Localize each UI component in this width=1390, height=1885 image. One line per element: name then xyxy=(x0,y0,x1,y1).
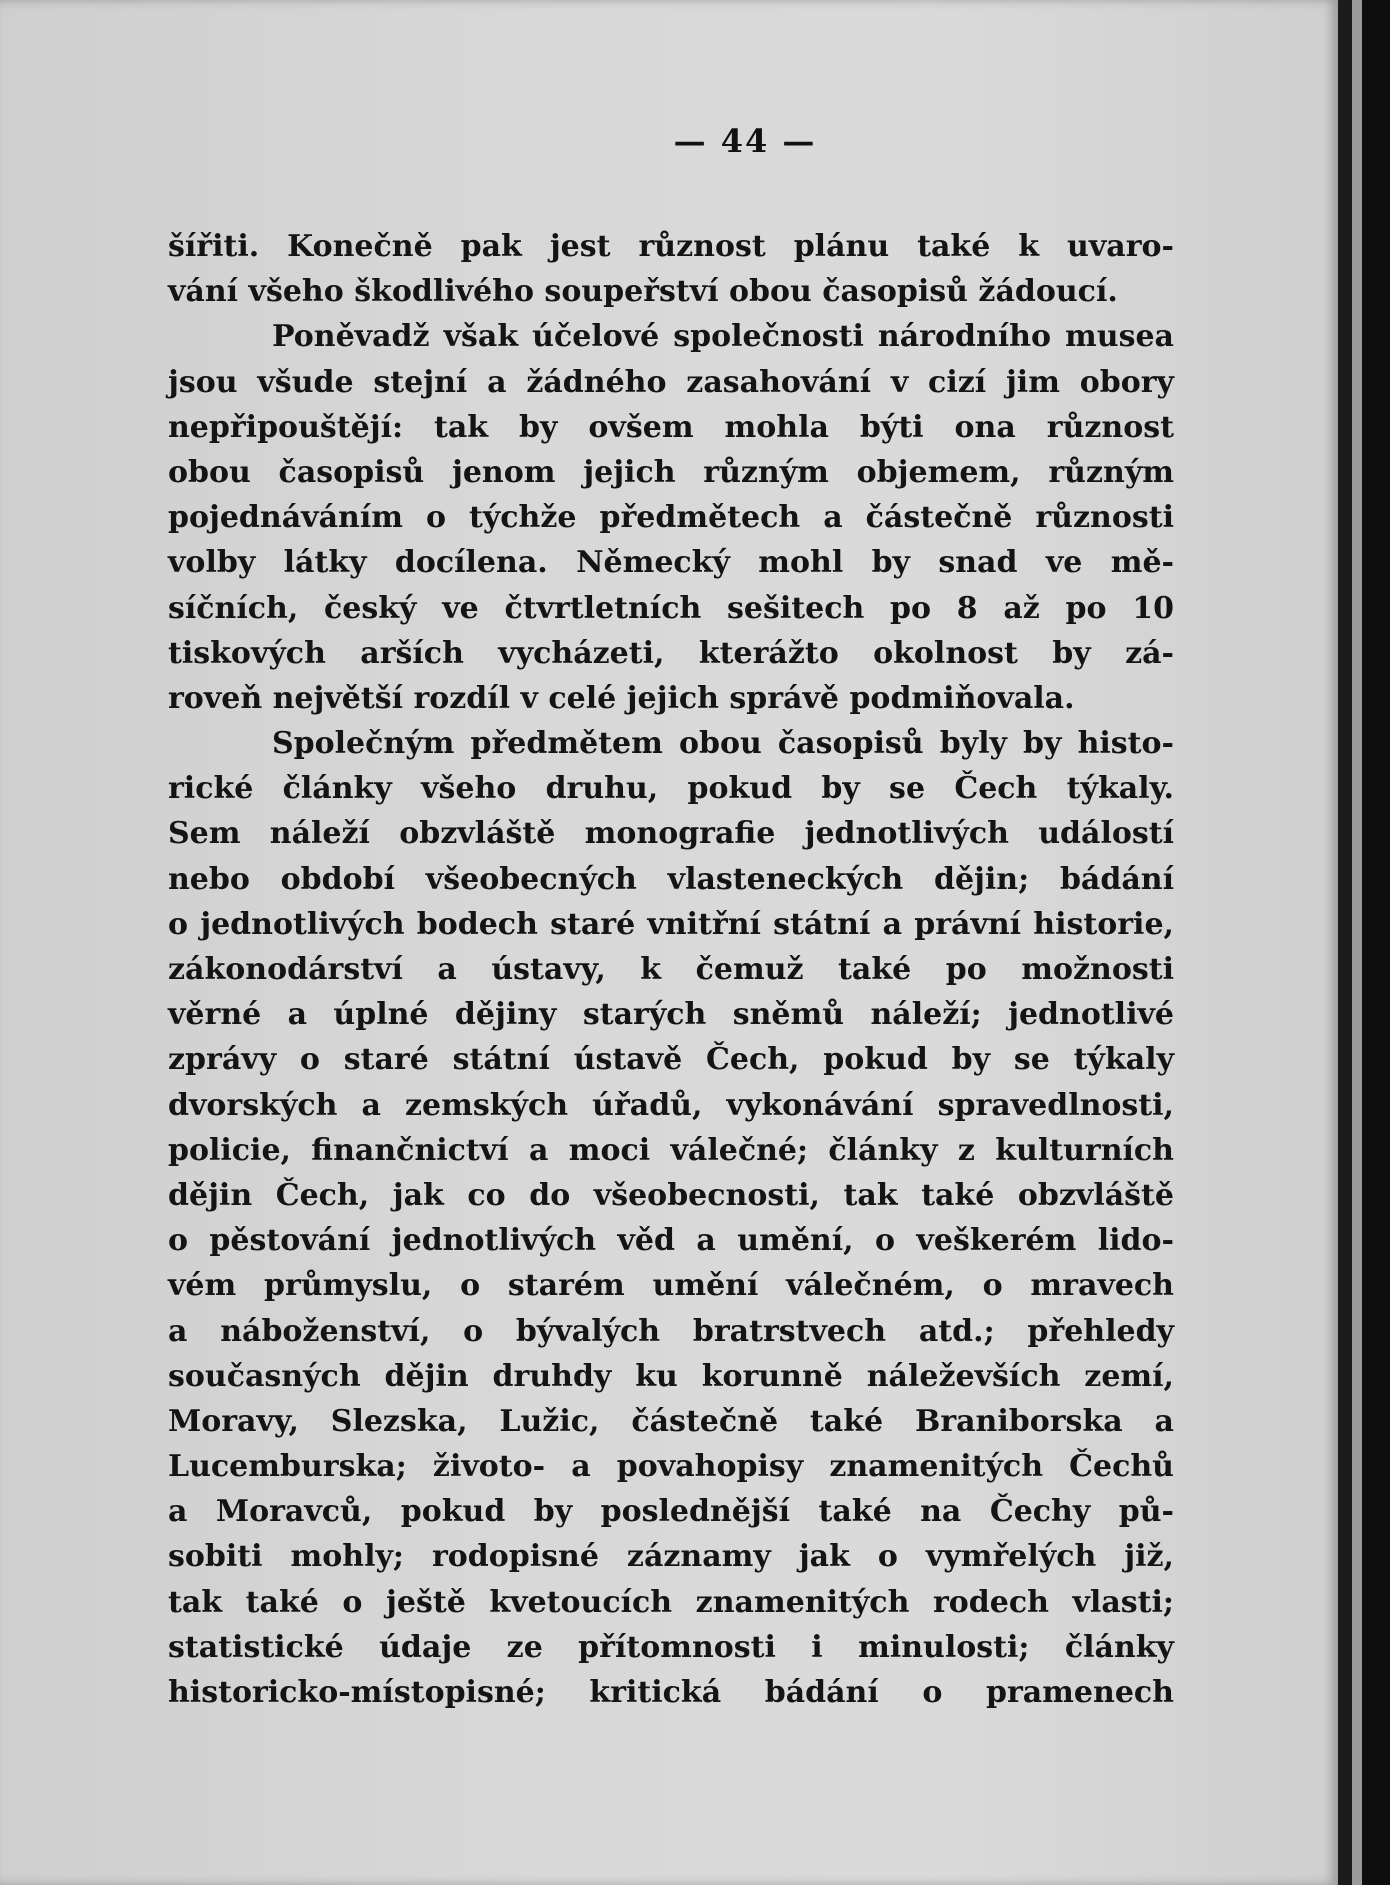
text-line: Lucemburska; životo- a povahopisy znamenitých Čechů xyxy=(168,1449,1174,1485)
text-line: zákonodárství a ústavy, k čemuž také po možnosti xyxy=(168,952,1174,987)
text-line: síčních, český ve čtvrtletních sešitech po 8 až po 10 xyxy=(168,590,1174,626)
text-line: zprávy o staré státní ústavě Čech, pokud by se týkaly xyxy=(168,1042,1174,1078)
text-line: dvorských a zemských úřadů, vykonávání spravedlnosti, xyxy=(168,1087,1174,1123)
text-line: a náboženství, o bývalých bratrstvech atd.; přehledy xyxy=(168,1313,1174,1349)
text-line: tiskových arších vycházeti, kterážto okolnost by zá- xyxy=(168,635,1174,671)
text-line: vání všeho škodlivého soupeřství obou časopisů žádoucí. xyxy=(168,274,1118,310)
text-line: současných dějin druhdy ku korunně náleževších zemí, xyxy=(168,1358,1174,1394)
text-line: o pěstování jednotlivých věd a umění, o veškerém lido- xyxy=(168,1223,1174,1259)
text-line: jsou všude stejní a žádného zasahování v cizí jim obory xyxy=(168,364,1174,400)
text-line: dějin Čech, jak co do všeobecnosti, tak také obzvláště xyxy=(168,1177,1174,1213)
text-line: Společným předmětem obou časopisů byly by histo- xyxy=(272,726,1174,762)
text-line: šířiti. Konečně pak jest různost plánu také k uvaro- xyxy=(168,229,1174,264)
page-edge-dark xyxy=(1362,0,1390,1885)
text-line: pojednáváním o týchže předmětech a částečně různosti xyxy=(168,500,1174,536)
text-line: nebo období všeobecných vlasteneckých dějin; bádání xyxy=(168,861,1174,897)
text-line: obou časopisů jenom jejich různým objemem, různým xyxy=(168,454,1174,490)
text-line: věrné a úplné dějiny starých sněmů náleží; jednotlivé xyxy=(168,997,1174,1033)
text-line: Poněvadž však účelové společnosti národního musea xyxy=(272,319,1174,355)
text-line: a Moravců, pokud by poslednější také na Čechy pů- xyxy=(168,1494,1174,1530)
text-line: tak také o ještě kvetoucích znamenitých rodech vlasti; xyxy=(168,1584,1174,1620)
text-line: o jednotlivých bodech staré vnitřní státní a právní historie, xyxy=(168,906,1174,942)
text-line: nepřipouštějí: tak by ovšem mohla býti ona různost xyxy=(168,409,1174,445)
page-edge-light xyxy=(1352,0,1362,1885)
text-line: historicko-místopisné; kritická bádání o pramenech xyxy=(168,1675,1174,1710)
page-edge xyxy=(1338,0,1352,1885)
text-line: Moravy, Slezska, Lužic, částečně také Braniborska a xyxy=(168,1403,1174,1439)
text-line: policie, finančnictví a moci válečné; články z kulturních xyxy=(168,1132,1174,1168)
text-line: Sem náleží obzvláště monografie jednotlivých událostí xyxy=(168,816,1174,852)
text-line: statistické údaje ze přítomnosti i minulosti; články xyxy=(168,1629,1174,1665)
text-line: roveň největší rozdíl v celé jejich správě podmiňovala. xyxy=(168,680,1075,716)
text-line: vém průmyslu, o starém umění válečném, o mravech xyxy=(168,1268,1174,1304)
page-number: — 44 — xyxy=(673,122,817,160)
text-line: rické články všeho druhu, pokud by se Čech týkaly. xyxy=(168,771,1174,807)
body-text xyxy=(168,224,1174,1715)
text-line: volby látky docílena. Německý mohl by snad ve mě- xyxy=(168,545,1174,581)
text-line: sobiti mohly; rodopisné záznamy jak o vymřelých již, xyxy=(168,1539,1174,1575)
